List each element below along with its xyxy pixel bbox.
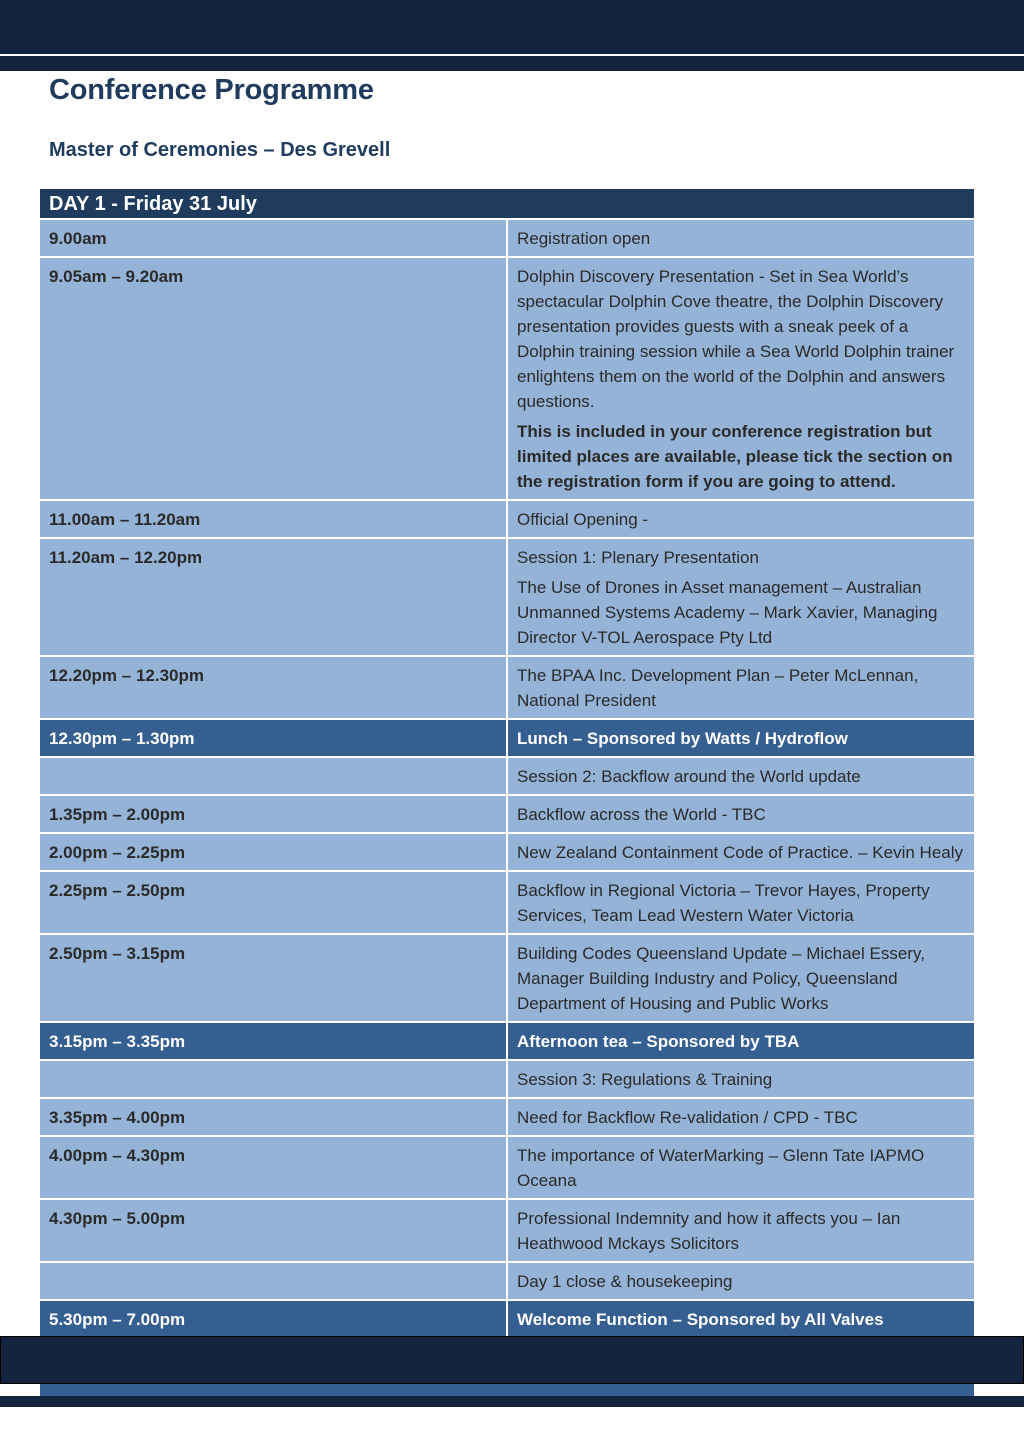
session-time: [40, 1060, 507, 1098]
session-description: [507, 795, 974, 833]
programme-row: [40, 257, 974, 500]
session-text: Session 2: Backflow around the World update: [517, 767, 861, 786]
programme-row: [40, 934, 974, 1022]
session-description: [507, 538, 974, 656]
session-text: Backflow across the World - TBC: [517, 805, 766, 824]
session-time: [40, 757, 507, 795]
programme-row: [40, 1098, 974, 1136]
programme-row: [40, 656, 974, 719]
session-description: [507, 934, 974, 1022]
session-time: 1.35pm – 2.00pm: [40, 795, 507, 833]
page-title: Conference Programme: [49, 74, 374, 106]
session-time: 2.25pm – 2.50pm: [40, 871, 507, 934]
session-text: Welcome Function – Sponsored by All Valves: [517, 1310, 884, 1329]
session-text: Session 1: Plenary Presentation: [517, 548, 759, 567]
session-description: [507, 871, 974, 934]
session-time: [40, 1262, 507, 1300]
session-time: 3.35pm – 4.00pm: [40, 1098, 507, 1136]
footer-band: [0, 1336, 1024, 1384]
session-time: 11.00am – 11.20am: [40, 500, 507, 538]
session-time: 2.50pm – 3.15pm: [40, 934, 507, 1022]
session-text: The Use of Drones in Asset management – Australian Unmanned Systems Academy – Mark Xavier, Managing Director V-TOL Aerospace Pty Ltd: [517, 578, 938, 647]
session-time: 9.05am – 9.20am: [40, 257, 507, 500]
header-band: [0, 0, 1024, 54]
programme-row: [40, 1060, 974, 1098]
session-time: 9.00am: [40, 219, 507, 257]
programme-row: [40, 757, 974, 795]
programme-body: [40, 189, 974, 1399]
session-description: [507, 1262, 974, 1300]
session-description: [507, 656, 974, 719]
session-text: Session 3: Regulations & Training: [517, 1070, 773, 1089]
programme-table: [40, 189, 974, 1399]
programme-row: [40, 1262, 974, 1300]
session-text: Day 1 close & housekeeping: [517, 1272, 733, 1291]
session-time: 4.00pm – 4.30pm: [40, 1136, 507, 1199]
session-text: Afternoon tea – Sponsored by TBA: [517, 1032, 800, 1051]
programme-row: [40, 795, 974, 833]
session-text: Professional Indemnity and how it affects you – Ian Heathwood Mckays Solicitors: [517, 1209, 901, 1253]
session-time: 12.20pm – 12.30pm: [40, 656, 507, 719]
programme-row: [40, 719, 974, 757]
session-text: The importance of WaterMarking – Glenn Tate IAPMO Oceana: [517, 1146, 925, 1190]
session-text: Lunch – Sponsored by Watts / Hydroflow: [517, 729, 848, 748]
session-description: [507, 1199, 974, 1262]
session-description: [507, 719, 974, 757]
footer-stripe: [0, 1396, 1024, 1407]
programme-row: [40, 1022, 974, 1060]
programme-row: [40, 1136, 974, 1199]
session-text: Need for Backflow Re-validation / CPD - TBC: [517, 1108, 858, 1127]
day-header-row: [40, 189, 974, 219]
day-label: DAY 1 - Friday 31 July: [40, 189, 974, 219]
session-description: [507, 757, 974, 795]
programme-row: [40, 500, 974, 538]
session-description: [507, 219, 974, 257]
programme-row: [40, 219, 974, 257]
session-description: [507, 1060, 974, 1098]
session-text: Building Codes Queensland Update – Michael Essery, Manager Building Industry and Policy, Queensland Department of Housing and Public Works: [517, 944, 925, 1013]
session-description: [507, 1098, 974, 1136]
session-time: 11.20am – 12.20pm: [40, 538, 507, 656]
session-time: 3.15pm – 3.35pm: [40, 1022, 507, 1060]
programme-row: [40, 833, 974, 871]
programme-row: [40, 538, 974, 656]
master-of-ceremonies: Master of Ceremonies – Des Grevell: [49, 139, 391, 161]
session-text: Registration open: [517, 229, 651, 248]
session-time: 4.30pm – 5.00pm: [40, 1199, 507, 1262]
session-description: [507, 833, 974, 871]
session-text: Dolphin Discovery Presentation - Set in Sea World’s spectacular Dolphin Cove theatre, the Dolphin Discovery presentation provides guests with a sneak peek of a Dolphin training session while a Sea World Dolphin trainer enlightens them on the world of the Dolphin and answers questions.: [517, 267, 955, 411]
session-description: [507, 257, 974, 500]
header-stripe: [0, 56, 1024, 71]
programme-row: [40, 871, 974, 934]
session-text: Backflow in Regional Victoria – Trevor Hayes, Property Services, Team Lead Western Water Victoria: [517, 881, 930, 925]
session-time: 12.30pm – 1.30pm: [40, 719, 507, 757]
session-description: [507, 1022, 974, 1060]
session-time: 2.00pm – 2.25pm: [40, 833, 507, 871]
session-time: 5.30pm – 7.00pm: [40, 1300, 507, 1363]
programme-row: [40, 1199, 974, 1262]
session-note: This is included in your conference registration but limited places are available, please tick the section on the registration form if you are going to attend.: [517, 422, 953, 491]
session-text: The BPAA Inc. Development Plan – Peter McLennan, National President: [517, 666, 919, 710]
session-description: [507, 1136, 974, 1199]
session-text: New Zealand Containment Code of Practice. – Kevin Healy: [517, 843, 964, 862]
session-text: Official Opening -: [517, 510, 649, 529]
session-description: [507, 500, 974, 538]
